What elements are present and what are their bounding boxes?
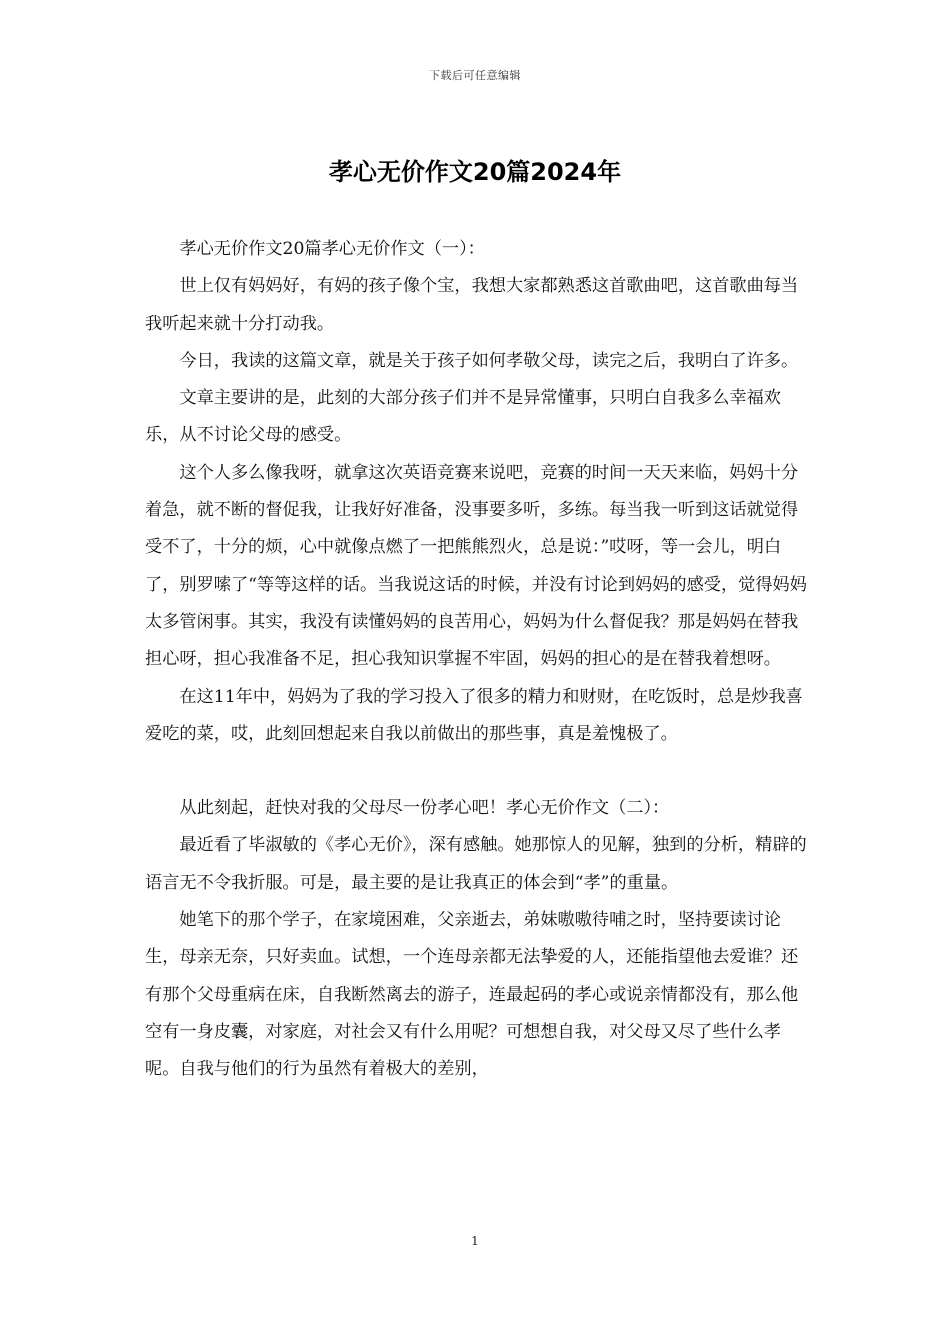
document-body — [145, 231, 807, 1089]
paragraph: 世上仅有妈妈好，有妈的孩子像个宝，我想大家都熟悉这首歌曲吧，这首歌曲每当我听起来就十分打动我。 — [145, 276, 799, 334]
paragraph: 她笔下的那个学子，在家境困难，父亲逝去，弟妹嗷嗷待哺之时，坚持要读讨论生，母亲无奈，只好卖血。试想，一个连母亲都无法挚爱的人，还能指望他去爱谁？还有那个父母重病在床，自我断然离去的游子，连最起码的孝心或说亲情都没有，那么他空有一身皮囊，对家庭，对社会又有什么用呢？可想想自我，对父母又尽了些什么孝呢。自我与他们的行为虽然有着极大的差别， — [145, 910, 799, 1080]
page-number: 1 — [471, 1234, 479, 1248]
paragraph: 文章主要讲的是，此刻的大部分孩子们并不是异常懂事，只明白自我多么幸福欢乐，从不讨论父母的感受。 — [145, 388, 781, 446]
paragraph-intro-heading: 孝心无价作文20篇孝心无价作文（一）： — [179, 239, 485, 259]
paragraph: 在这11年中，妈妈为了我的学习投入了很多的精力和财财，在吃饭时，总是炒我喜爱吃的菜，哎，此刻回想起来自我以前做出的那些事，真是羞愧极了。 — [145, 686, 803, 744]
document-title: 孝心无价作文20篇2024年 — [328, 158, 622, 186]
paragraph: 这个人多么像我呀，就拿这次英语竞赛来说吧，竞赛的时间一天天来临，妈妈十分着急，就不断的督促我，让我好好准备，没事要多听，多练。每当我一听到这话就觉得受不了，十分的烦，心中就像点燃了一把熊熊烈火，总是说：”哎呀，等一会儿，明白了，别罗嗦了“等等这样的话。当我说这话的时候，并没有讨论到妈妈的感受，觉得妈妈太多管闲事。其实，我没有读懂妈妈的良苦用心，妈妈为什么督促我？那是妈妈在替我担心呀，担心我准备不足，担心我知识掌握不牢固，妈妈的担心的是在替我着想呀。 — [145, 462, 807, 670]
paragraph: 最近看了毕淑敏的《孝心无价》，深有感触。她那惊人的见解，独到的分析，精辟的语言无不令我折服。可是，最主要的是让我真正的体会到“孝”的重量。 — [145, 835, 807, 893]
page-header-note: 下载后可任意编辑 — [429, 69, 521, 82]
paragraph-section-two-heading: 从此刻起，赶快对我的父母尽一份孝心吧！孝心无价作文（二）： — [179, 798, 670, 819]
paragraph: 今日，我读的这篇文章，就是关于孩子如何孝敬父母，读完之后，我明白了许多。 — [179, 350, 799, 371]
